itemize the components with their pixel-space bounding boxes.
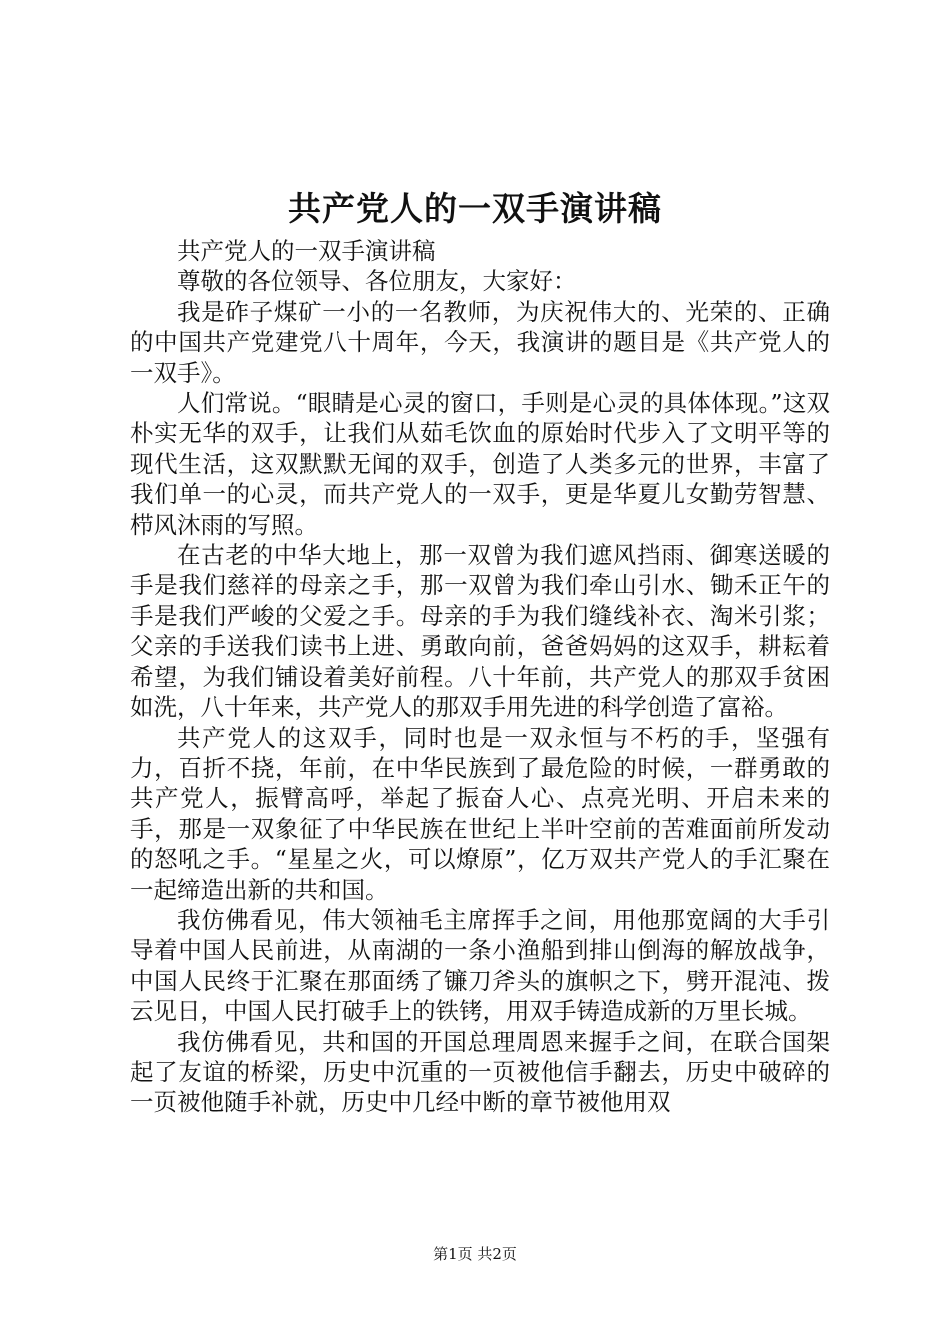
document-title: 共产党人的一双手演讲稿 [288, 189, 662, 228]
document-body [130, 236, 830, 1118]
page-number-footer: 第1页 共2页 [433, 1245, 517, 1263]
paragraph: 我是砟子煤矿一小的一名教师，为庆祝伟大的、光荣的、正确的中国共产党建党八十周年，今天，我演讲的题目是《共产党人的一双手》。 [130, 297, 830, 387]
paragraph: 我仿佛看见，伟大领袖毛主席挥手之间，用他那宽阔的大手引导着中国人民前进，从南湖的一条小渔船到排山倒海的解放战争，中国人民终于汇聚在那面绣了镰刀斧头的旗帜之下，劈开混沌、拨云见日，中国人民打破手上的铁铐，用双手铸造成新的万里长城。 [130, 905, 830, 1026]
paragraph: 人们常说。“眼睛是心灵的窗口，手则是心灵的具体体现。”这双朴实无华的双手，让我们从茹毛饮血的原始时代步入了文明平等的现代生活，这双默默无闻的双手，创造了人类多元的世界，丰富了我们单一的心灵，而共产党人的一双手，更是华夏儿女勤劳智慧、栉风沐雨的写照。 [130, 389, 830, 539]
paragraph-greeting: 尊敬的各位领导、各位朋友，大家好： [177, 267, 577, 296]
paragraph-subtitle: 共产党人的一双手演讲稿 [177, 237, 436, 265]
paragraph: 在古老的中华大地上，那一双曾为我们遮风挡雨、御寒送暖的手是我们慈祥的母亲之手，那一双曾为我们牵山引水、锄禾正午的手是我们严峻的父爱之手。母亲的手为我们缝线补衣、淘米引浆；父亲的手送我们读书上进、勇敢向前，爸爸妈妈的这双手，耕耘着希望，为我们铺设着美好前程。八十年前，共产党人的那双手贫困如洗，八十年来，共产党人的那双手用先进的科学创造了富裕。 [130, 541, 830, 722]
paragraph: 共产党人的这双手，同时也是一双永恒与不朽的手，坚强有力，百折不挠，年前，在中华民族到了最危险的时候，一群勇敢的共产党人，振臂高呼，举起了振奋人心、点亮光明、开启未来的手，那是一双象征了中华民族在世纪上半叶空前的苦难面前所发动的怒吼之手。“星星之火，可以燎原”，亿万双共产党人的手汇聚在一起缔造出新的共和国。 [130, 723, 830, 904]
paragraph: 我仿佛看见，共和国的开国总理周恩来握手之间，在联合国架起了友谊的桥梁，历史中沉重的一页被他信手翻去，历史中破碎的一页被他随手补就，历史中几经中断的章节被他用双 [130, 1027, 830, 1117]
